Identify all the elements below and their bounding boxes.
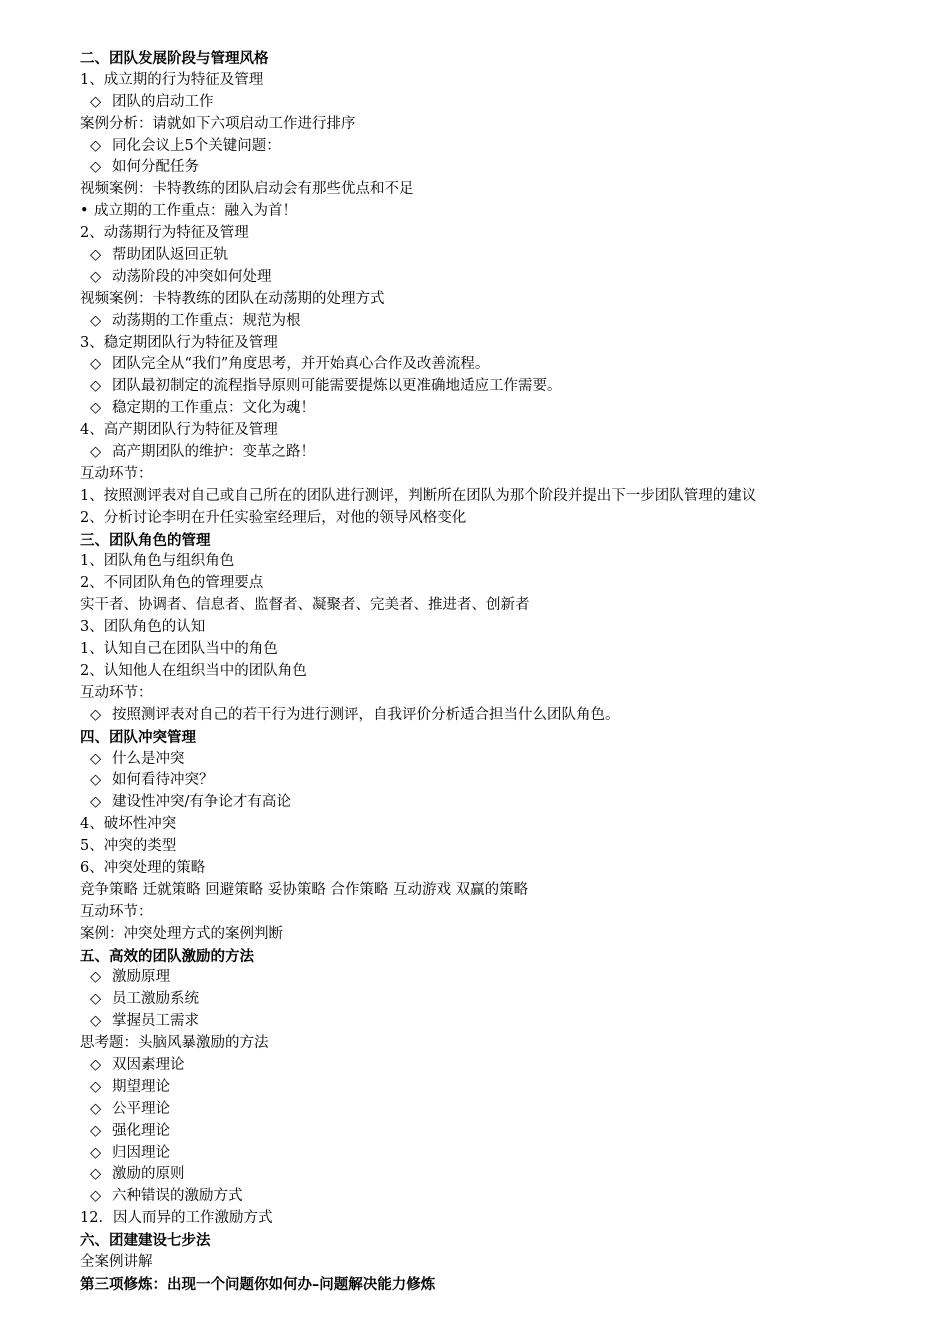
heading-text: 三、团队角色的管理 <box>80 531 211 549</box>
diamond-list-item <box>80 1099 900 1121</box>
diamond-list-item <box>80 311 900 333</box>
line-text: 互动环节： <box>80 684 153 701</box>
list-item-text: 动荡期的工作重点：规范为根 <box>112 312 301 329</box>
text-line <box>80 573 900 595</box>
heading-text: 二、团队发展阶段与管理风格 <box>80 50 269 67</box>
list-item-text: 六种错误的激励方式 <box>112 1188 243 1205</box>
list-item-text: 如何分配任务 <box>112 159 199 176</box>
text-line <box>80 814 900 836</box>
line-text: 4、高产期团队行为特征及管理 <box>80 422 278 439</box>
list-item-text: 掌握员工需求 <box>112 1013 199 1030</box>
list-item-text: 员工激励系统 <box>112 991 199 1008</box>
line-text: 1、认知自己在团队当中的角色 <box>80 641 278 658</box>
line-text: 视频案例：卡特教练的团队在动荡期的处理方式 <box>80 290 385 307</box>
diamond-list-item <box>80 705 900 727</box>
diamond-list-item <box>80 770 900 792</box>
heading-text: 第三项修炼：出现一个问题你如何办–问题解决能力修炼 <box>80 1275 436 1293</box>
diamond-bullet-icon: ◇ <box>90 1122 102 1139</box>
diamond-list-item <box>80 1143 900 1165</box>
text-line <box>80 333 900 355</box>
line-text: 2、分析讨论李明在升任实验室经理后，对他的领导风格变化 <box>80 509 467 526</box>
text-line <box>80 595 900 617</box>
diamond-bullet-icon: ◇ <box>90 93 102 110</box>
diamond-bullet-icon: ◇ <box>90 1056 102 1073</box>
diamond-bullet-icon: ◇ <box>90 1188 102 1205</box>
section-heading <box>80 1274 900 1296</box>
line-text: 互动环节： <box>80 903 153 920</box>
diamond-list-item <box>80 749 900 771</box>
diamond-list-item <box>80 1011 900 1033</box>
diamond-bullet-icon: ◇ <box>90 1100 102 1117</box>
bullet-list-item <box>80 201 900 223</box>
text-line <box>80 902 900 924</box>
diamond-bullet-icon: ◇ <box>90 1144 102 1161</box>
line-text: 实干者、协调者、信息者、监督者、凝聚者、完美者、推进者、创新者 <box>80 597 530 614</box>
line-text: 5、冲突的类型 <box>80 838 177 855</box>
list-item-text: 团队最初制定的流程指导原则可能需要提炼以更准确地适应工作需要。 <box>112 378 562 395</box>
diamond-bullet-icon: ◇ <box>90 1078 102 1095</box>
line-text: 1、成立期的行为特征及管理 <box>80 71 264 88</box>
diamond-bullet-icon: ◇ <box>90 400 102 417</box>
list-item-text: 稳定期的工作重点：文化为魂！ <box>112 400 315 417</box>
diamond-list-item <box>80 967 900 989</box>
list-item-text: 按照测评表对自己的若干行为进行测评，自我评价分析适合担当什么团队角色。 <box>112 706 620 723</box>
diamond-list-item <box>80 398 900 420</box>
list-item-text: 建设性冲突/有争论才有高论 <box>112 794 291 811</box>
diamond-list-item <box>80 267 900 289</box>
diamond-list-item <box>80 792 900 814</box>
list-item-text: 什么是冲突 <box>112 750 185 767</box>
diamond-bullet-icon: ◇ <box>90 772 102 789</box>
diamond-list-item <box>80 92 900 114</box>
heading-text: 六、团建建设七步法 <box>80 1232 211 1250</box>
text-line <box>80 1033 900 1055</box>
diamond-bullet-icon: ◇ <box>90 794 102 811</box>
diamond-bullet-icon: ◇ <box>90 247 102 264</box>
list-item-text: 团队完全从“我们”角度思考，并开始真心合作及改善流程。 <box>112 356 490 373</box>
line-text: 全案例讲解 <box>80 1253 153 1270</box>
diamond-bullet-icon: ◇ <box>90 378 102 395</box>
list-item-text: 激励原理 <box>112 969 170 986</box>
text-line <box>80 836 900 858</box>
diamond-bullet-icon: ◇ <box>90 137 102 154</box>
text-line <box>80 1252 900 1274</box>
line-text: 3、稳定期团队行为特征及管理 <box>80 334 278 351</box>
diamond-bullet-icon: ◇ <box>90 991 102 1008</box>
list-item-text: 公平理论 <box>112 1100 170 1117</box>
text-line <box>80 551 900 573</box>
diamond-list-item <box>80 442 900 464</box>
line-text: 2、认知他人在组织当中的团队角色 <box>80 662 307 679</box>
text-line <box>80 179 900 201</box>
section-heading <box>80 48 900 70</box>
text-line <box>80 617 900 639</box>
text-line <box>80 880 900 902</box>
section-heading <box>80 1230 900 1252</box>
line-text: 3、团队角色的认知 <box>80 619 206 636</box>
line-text: 互动环节： <box>80 465 153 482</box>
diamond-bullet-icon: ◇ <box>90 750 102 767</box>
line-text: 视频案例：卡特教练的团队启动会有那些优点和不足 <box>80 181 414 198</box>
line-text: 2、动荡期行为特征及管理 <box>80 225 249 242</box>
list-item-text: 动荡阶段的冲突如何处理 <box>112 268 272 285</box>
text-line <box>80 639 900 661</box>
text-line <box>80 223 900 245</box>
diamond-bullet-icon: ◇ <box>90 969 102 986</box>
diamond-list-item <box>80 1055 900 1077</box>
list-item-text: 归因理论 <box>112 1144 170 1161</box>
diamond-bullet-icon: ◇ <box>90 159 102 176</box>
list-item-text: 高产期团队的维护：变革之路！ <box>112 444 315 461</box>
list-item-text: 帮助团队返回正轨 <box>112 247 228 264</box>
heading-text: 五、高效的团队激励的方法 <box>80 947 254 965</box>
diamond-list-item <box>80 376 900 398</box>
text-line <box>80 508 900 530</box>
section-heading <box>80 727 900 749</box>
diamond-list-item <box>80 245 900 267</box>
list-item-text: 强化理论 <box>112 1122 170 1139</box>
text-line <box>80 924 900 946</box>
text-line <box>80 289 900 311</box>
line-text: 1、按照测评表对自己或自己所在的团队进行测评，判断所在团队为那个阶段并提出下一步团队管理的建议 <box>80 487 757 504</box>
diamond-bullet-icon: ◇ <box>90 312 102 329</box>
list-item-text: 团队的启动工作 <box>112 93 214 110</box>
diamond-bullet-icon: ◇ <box>90 1166 102 1183</box>
diamond-list-item <box>80 1121 900 1143</box>
text-line <box>80 486 900 508</box>
line-text: 6、冲突处理的策略 <box>80 859 206 876</box>
list-item-text: 成立期的工作重点：融入为首！ <box>94 203 297 220</box>
list-item-text: 双因素理论 <box>112 1056 185 1073</box>
diamond-bullet-icon: ◇ <box>90 268 102 285</box>
list-item-text: 同化会议上5个关键问题： <box>112 137 281 154</box>
text-line <box>80 420 900 442</box>
diamond-bullet-icon: ◇ <box>90 356 102 373</box>
diamond-bullet-icon: ◇ <box>90 1013 102 1030</box>
list-item-text: 如何看待冲突？ <box>112 772 214 789</box>
list-item-text: 期望理论 <box>112 1078 170 1095</box>
line-text: 案例分析：请就如下六项启动工作进行排序 <box>80 115 356 132</box>
diamond-list-item <box>80 354 900 376</box>
list-item-text: 激励的原则 <box>112 1166 185 1183</box>
heading-text: 四、团队冲突管理 <box>80 728 196 746</box>
text-line <box>80 661 900 683</box>
diamond-bullet-icon: ◇ <box>90 706 102 723</box>
text-line <box>80 464 900 486</box>
text-line <box>80 114 900 136</box>
diamond-list-item <box>80 1077 900 1099</box>
diamond-list-item <box>80 136 900 158</box>
diamond-bullet-icon: ◇ <box>90 444 102 461</box>
section-heading <box>80 530 900 552</box>
text-line <box>80 1208 900 1230</box>
diamond-list-item <box>80 157 900 179</box>
dot-bullet-icon: • <box>80 203 89 220</box>
line-text: 案例：冲突处理方式的案例判断 <box>80 925 283 942</box>
section-heading <box>80 946 900 968</box>
line-text: 思考题：头脑风暴激励的方法 <box>80 1035 269 1052</box>
line-text: 竞争策略 迁就策略 回避策略 妥协策略 合作策略 互动游戏 双赢的策略 <box>80 881 529 898</box>
document-page <box>80 48 900 1296</box>
line-text: 2、不同团队角色的管理要点 <box>80 575 264 592</box>
diamond-list-item <box>80 989 900 1011</box>
diamond-list-item <box>80 1164 900 1186</box>
text-line <box>80 70 900 92</box>
text-line <box>80 683 900 705</box>
line-text: 4、破坏性冲突 <box>80 816 177 833</box>
line-text: 1、团队角色与组织角色 <box>80 553 235 570</box>
line-text: 12．因人而异的工作激励方式 <box>80 1210 273 1227</box>
diamond-list-item <box>80 1186 900 1208</box>
text-line <box>80 858 900 880</box>
